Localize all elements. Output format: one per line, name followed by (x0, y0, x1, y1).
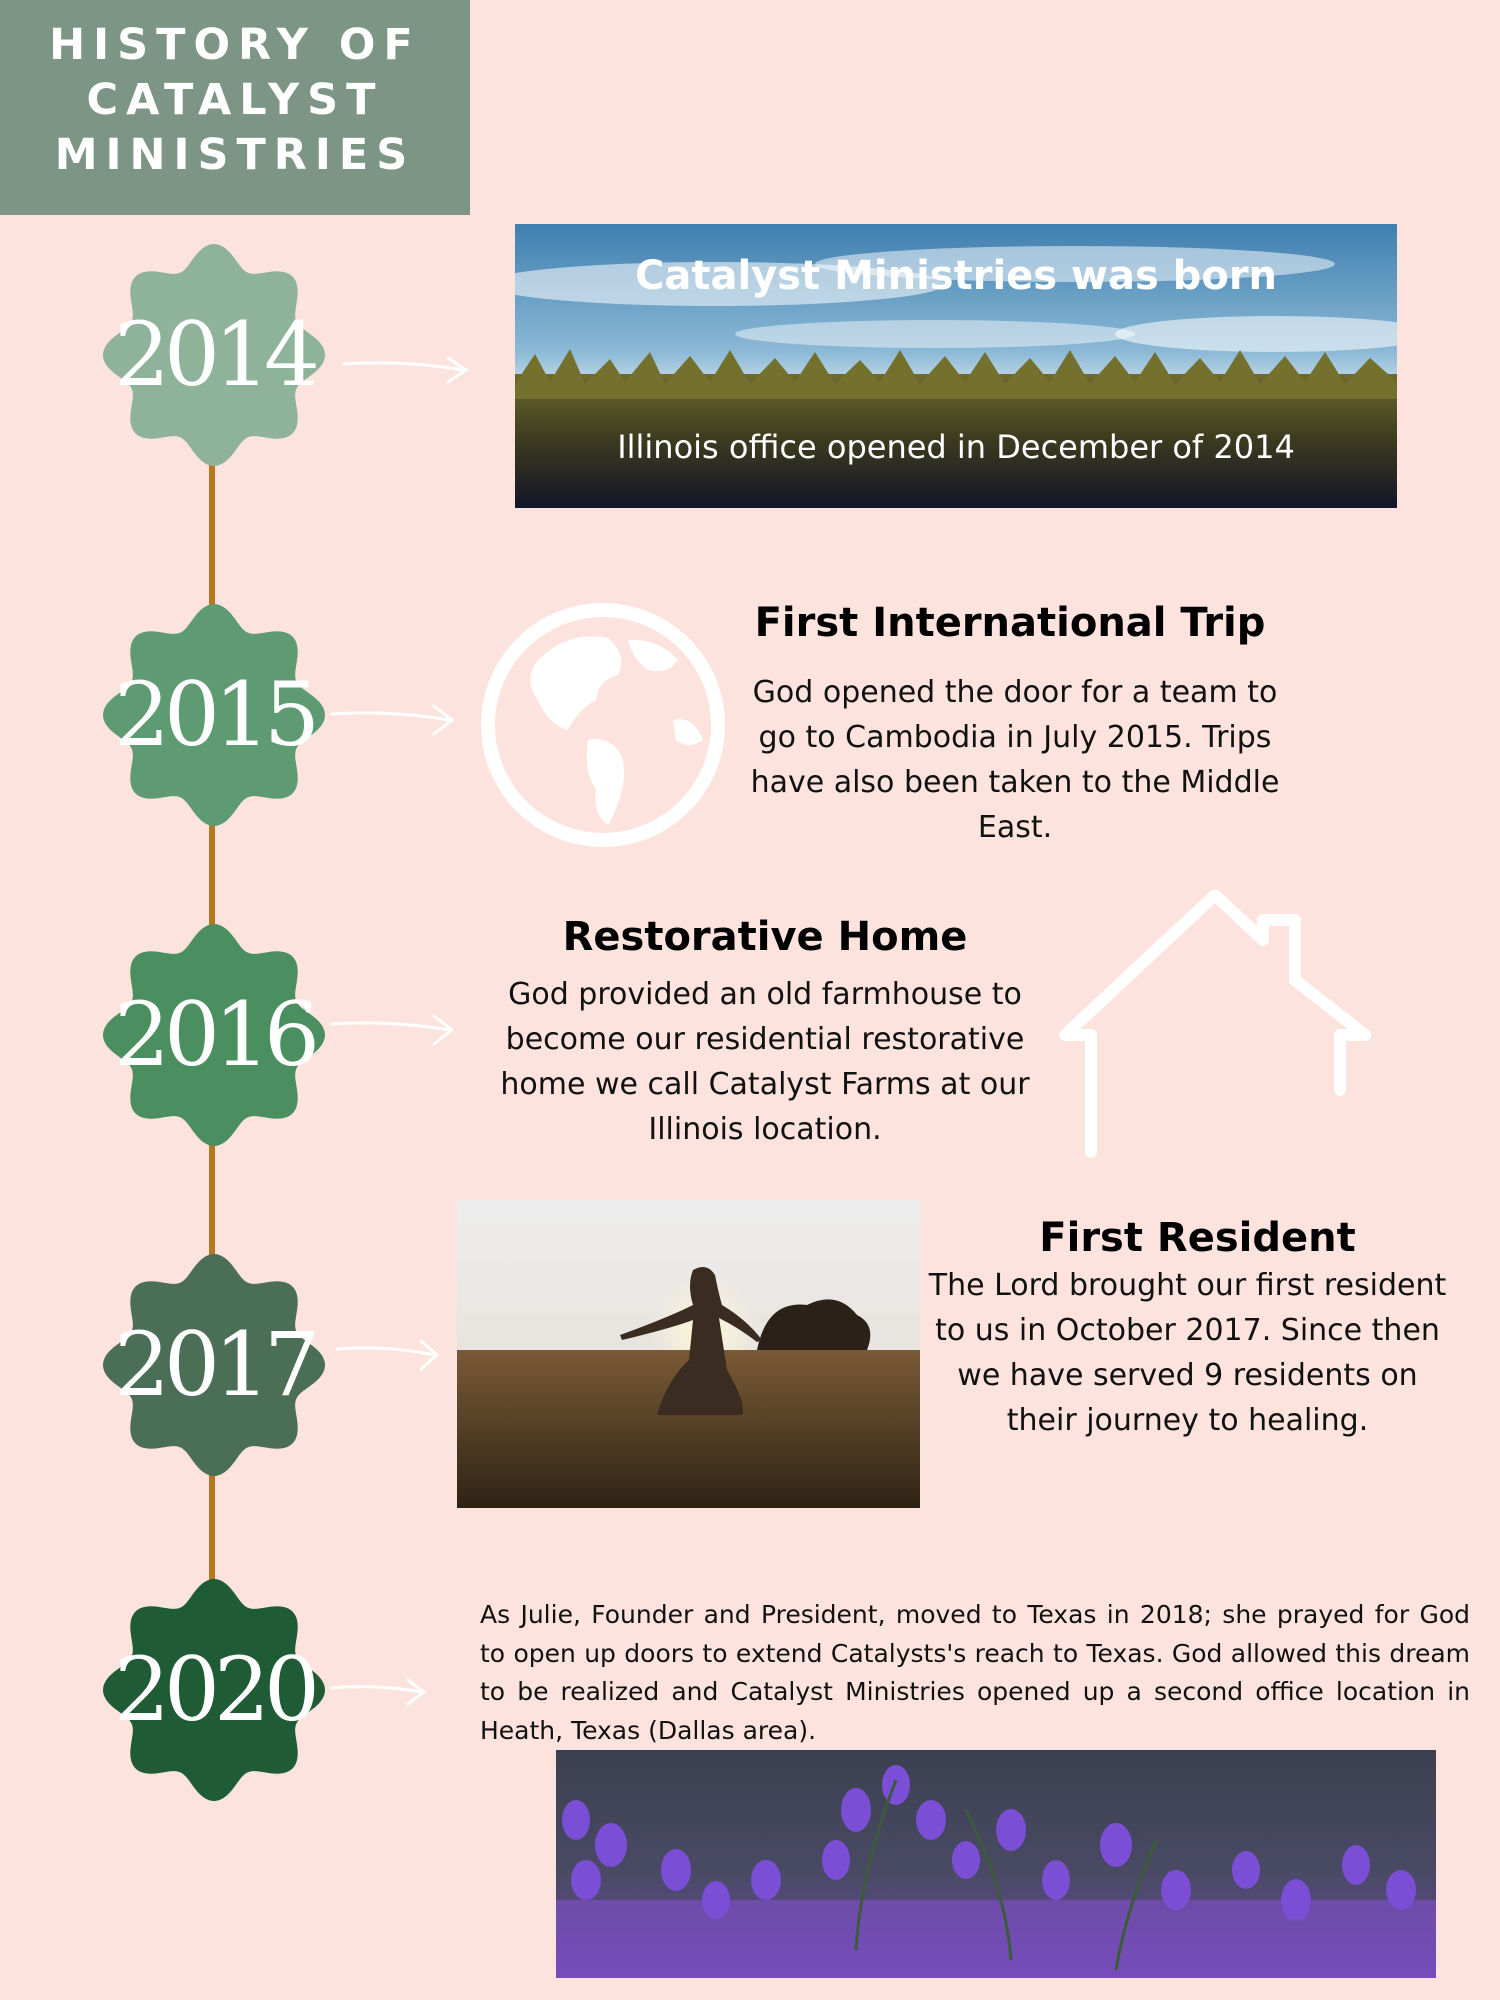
text-line: go to Cambodia in July 2015. Trips (758, 720, 1272, 755)
year-badge-2020 (99, 1575, 329, 1805)
arrow-icon (330, 700, 460, 740)
event-heading-2015: First International Trip (754, 600, 1266, 646)
year-label: 2017 (114, 1313, 314, 1416)
year-label: 2016 (114, 983, 314, 1086)
event-text-2017 (920, 1263, 1455, 1443)
event-text-2015 (740, 670, 1290, 850)
text-line: The Lord brought our first resident (928, 1268, 1447, 1303)
event-heading-2014: Catalyst Ministries was born (634, 253, 1278, 299)
year-badge-2017 (99, 1250, 329, 1480)
year-badge-2014 (99, 240, 329, 470)
house-outline-icon (1055, 890, 1375, 1160)
event-heading-2016: Restorative Home (562, 914, 968, 960)
text-line: have also been taken to the Middle (750, 765, 1280, 800)
event-text-2016 (490, 972, 1040, 1152)
text-line: Illinois location. (648, 1112, 882, 1147)
text-line: God opened the door for a team to (752, 675, 1278, 710)
title-line-2: CATALYST (86, 75, 384, 125)
globe-icon (478, 600, 728, 850)
text-line: East. (977, 810, 1053, 845)
text-line: become our residential restorative (505, 1022, 1025, 1057)
year-badge-2016 (99, 920, 329, 1150)
year-badge-2015 (99, 600, 329, 830)
arrow-icon (335, 1335, 445, 1375)
event-text-2020: As Julie, Founder and President, moved to Texas in 2018; she prayed for God to open up doors to extend Catalysts's reach to Texas. God allowed this dream to be realized and Catalyst Ministries opened up a second office location in Heath, Texas (Dallas area). (480, 1600, 1470, 1745)
text-line: home we call Catalyst Farms at our (500, 1067, 1030, 1102)
text-line: God provided an old farmhouse to (508, 977, 1022, 1012)
text-line: to us in October 2017. Since then (935, 1313, 1440, 1348)
title-line-1: HISTORY OF (49, 20, 421, 70)
title-line-3: MINISTRIES (54, 130, 416, 180)
purple-bluebells-photo (556, 1750, 1436, 1978)
year-label: 2015 (114, 663, 314, 766)
timeline-spine (209, 450, 215, 610)
event-heading-2017: First Resident (1039, 1215, 1356, 1261)
year-label: 2014 (114, 303, 314, 406)
girl-in-field-photo (457, 1200, 920, 1508)
event-text-2014: Illinois office opened in December of 2014 (617, 428, 1295, 466)
arrow-icon (330, 1672, 430, 1712)
text-line: we have served 9 residents on (957, 1358, 1418, 1393)
page-title (0, 0, 470, 215)
text-line: their journey to healing. (1006, 1403, 1369, 1438)
arrow-icon (342, 350, 472, 390)
arrow-icon (330, 1010, 460, 1050)
year-label: 2020 (114, 1638, 314, 1741)
